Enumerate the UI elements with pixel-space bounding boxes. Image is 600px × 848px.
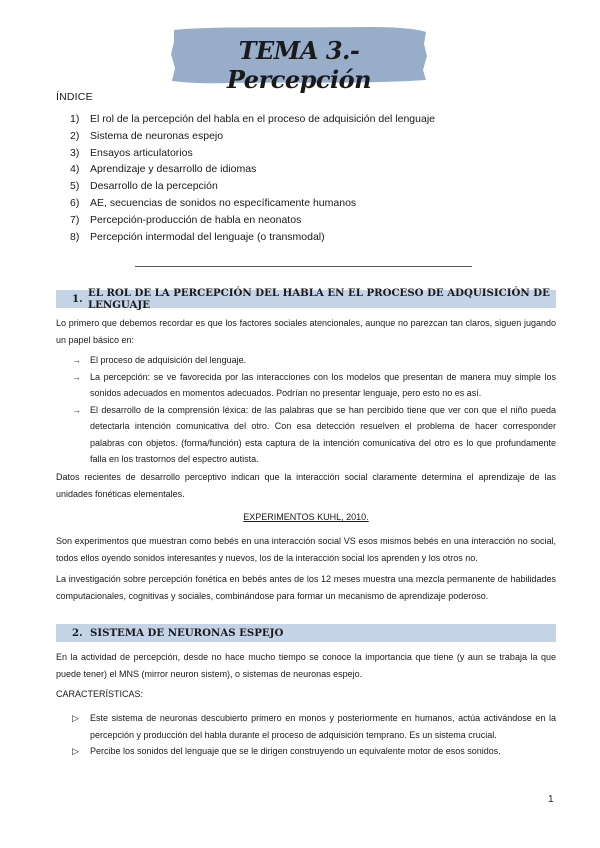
horizontal-divider bbox=[135, 266, 472, 267]
arrow-icon: → bbox=[72, 404, 81, 415]
toc-item[interactable] bbox=[70, 130, 435, 147]
list-item bbox=[72, 743, 556, 760]
triangle-icon: ▷ bbox=[72, 713, 79, 723]
section2-bullet-list bbox=[72, 710, 556, 760]
toc-item[interactable] bbox=[70, 113, 435, 130]
list-item-text: El desarrollo de la comprensión léxica: de las palabras que se han percibido tiene que ver con que el niño pueda detectarla intención comunicativa del otro. Con esa detección resuelven el problema de hacer corresponder palabras con objetos. (forma/función) esta captura de la intención comunicativa del otro es lo que profundamente falla en los trastornos del espectro autista. bbox=[90, 404, 556, 464]
section1-paragraph-4: La investigación sobre percepción fonética en bebés antes de los 12 meses muestra una mezcla permanente de habilidades computacionales, cognitivas y sociales, combinándose para formar un mecanismo de aprendizaje poderoso. bbox=[56, 574, 556, 601]
section-number: 1. bbox=[72, 293, 83, 305]
arrow-icon: → bbox=[72, 355, 81, 365]
toc-item-text: Percepción intermodal del lenguaje (o transmodal) bbox=[90, 230, 325, 243]
table-of-contents bbox=[70, 113, 435, 247]
list-item-text: La percepción: se ve favorecida por las interacciones con los modelos que presentan de manera muy simple los sonidos adecuados en momentos adecuados. Podrían no presentar lenguaje, pero esto no es así. bbox=[90, 371, 556, 398]
toc-item-text: El rol de la percepción del habla en el proceso de adquisición del lenguaje bbox=[90, 113, 435, 125]
list-item bbox=[72, 352, 556, 369]
toc-item-text: AE, secuencias de sonidos no específicamente humanos bbox=[90, 196, 357, 209]
section1-paragraph-3: Son experimentos que muestran como bebés en una interacción social VS esos mismos bebés en una interacción no social, todos ellos oyendo sonidos interesantes y nuevos, los de la interacción social los aprenden y los otros no. bbox=[56, 536, 556, 563]
toc-item[interactable] bbox=[70, 197, 435, 214]
toc-item-number: 4) bbox=[70, 163, 80, 176]
toc-item-number: 1) bbox=[70, 113, 80, 125]
section-title: EL ROL DE LA PERCEPCIÓN DEL HABLA EN EL PROCESO DE ADQUISICIÓN DE LENGUAJE bbox=[87, 287, 550, 311]
characteristics-label: CARACTERÍSTICAS: bbox=[56, 689, 144, 699]
section-title: SISTEMA DE NEURONAS ESPEJO bbox=[90, 627, 284, 639]
toc-item-text: Aprendizaje y desarrollo de idiomas bbox=[90, 163, 257, 176]
section2-intro: En la actividad de percepción, desde no hace mucho tiempo se conoce la importancia que tiene (y aun se trabaja la que puede tener) el MNS (mirror neuron sistem), o sistemas de neuronas espejo. bbox=[56, 652, 556, 679]
list-item-text: Percibe los sonidos del lenguaje que se le dirigen construyendo un equivalente motor de esos sonidos. bbox=[90, 746, 501, 756]
toc-item[interactable] bbox=[70, 147, 435, 164]
section1-paragraph-2: Datos recientes de desarrollo perceptivo indican que la interacción social claramente determina el aprendizaje de las unidades fonéticas elementales. bbox=[56, 472, 556, 499]
section-heading-1 bbox=[56, 287, 556, 311]
toc-item[interactable] bbox=[70, 214, 435, 231]
toc-item-number: 8) bbox=[70, 230, 80, 243]
list-item bbox=[72, 369, 556, 402]
toc-item-text: Ensayos articulatorios bbox=[90, 146, 193, 159]
list-item bbox=[72, 710, 556, 743]
list-item bbox=[72, 402, 556, 468]
toc-item-number: 3) bbox=[70, 146, 80, 159]
toc-item[interactable] bbox=[70, 231, 435, 248]
toc-item-number: 6) bbox=[70, 196, 80, 209]
section1-bullet-list bbox=[72, 352, 556, 468]
toc-item-number: 2) bbox=[70, 129, 80, 142]
toc-item-text: Sistema de neuronas espejo bbox=[90, 129, 224, 142]
section-heading-2 bbox=[56, 624, 556, 642]
triangle-icon: ▷ bbox=[72, 746, 79, 756]
experiment-title: EXPERIMENTOS KUHL, 2010. bbox=[243, 512, 369, 522]
arrow-icon: → bbox=[72, 371, 81, 382]
page-title: TEMA 3.-Percepción bbox=[226, 36, 372, 94]
section-number: 2. bbox=[72, 627, 83, 639]
list-item-text: El proceso de adquisición del lenguaje. bbox=[90, 355, 247, 365]
toc-item[interactable] bbox=[70, 163, 435, 180]
toc-item[interactable] bbox=[70, 180, 435, 197]
title-banner bbox=[168, 24, 430, 94]
index-heading: ÍNDICE bbox=[56, 91, 93, 103]
section1-intro: Lo primero que debemos recordar es que los factores sociales atencionales, aunque no parezcan tan claros, siguen jugando un papel básico en: bbox=[56, 318, 556, 345]
page-number: 1 bbox=[548, 794, 554, 805]
toc-item-text: Desarrollo de la percepción bbox=[90, 180, 218, 193]
toc-item-number: 7) bbox=[70, 213, 80, 226]
toc-item-number: 5) bbox=[70, 180, 80, 193]
list-item-text: Este sistema de neuronas descubierto primero en monos y posteriormente en humanos, actúa activándose en la percepción y producción del habla durante el proceso de adquisición temprano. Es un sistema crucial. bbox=[90, 713, 556, 740]
toc-item-text: Percepción-producción de habla en neonatos bbox=[90, 213, 302, 226]
